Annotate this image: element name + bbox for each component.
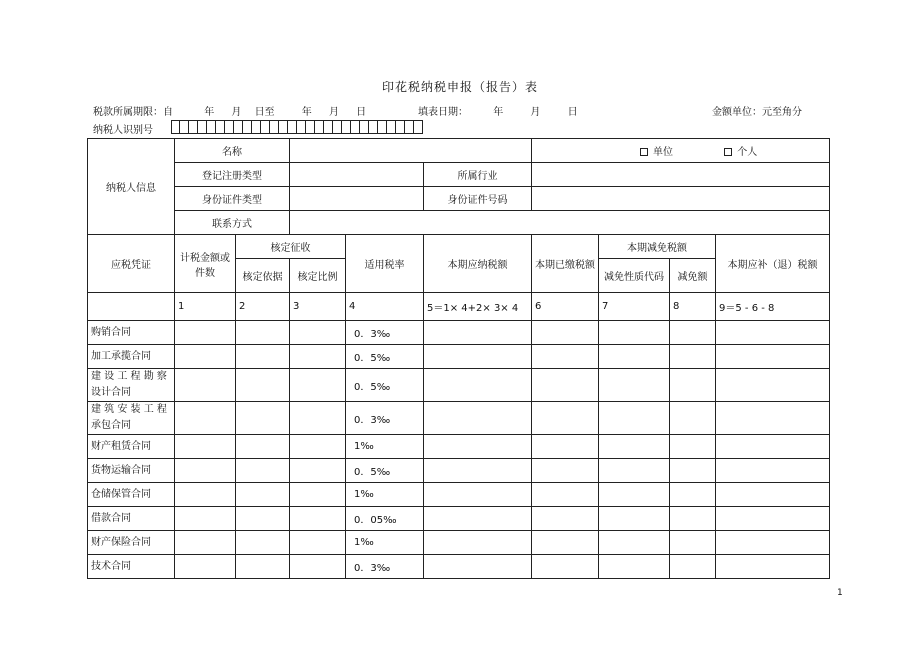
input-cell[interactable]	[532, 321, 599, 345]
input-cell[interactable]	[236, 345, 290, 369]
input-cell[interactable]	[236, 483, 290, 507]
input-cell[interactable]	[424, 507, 532, 531]
taxpayer-id-digit-box[interactable]	[342, 120, 351, 134]
voucher-name: 财产保险合同	[88, 531, 175, 555]
input-cell[interactable]	[670, 555, 716, 579]
input-cell[interactable]	[599, 507, 670, 531]
voucher-name: 建 筑 安 装 工 程承包合同	[88, 402, 175, 435]
input-cell[interactable]	[599, 531, 670, 555]
fill-date	[418, 103, 578, 118]
tax-rate: 1‰	[346, 531, 424, 555]
input-cell[interactable]	[670, 435, 716, 459]
tax-rate: 1‰	[346, 435, 424, 459]
input-cell[interactable]	[236, 555, 290, 579]
taxpayer-id-digit-box[interactable]	[171, 120, 180, 134]
input-cell[interactable]	[532, 483, 599, 507]
taxpayer-type-options	[532, 139, 830, 163]
input-cell[interactable]	[599, 369, 670, 402]
input-cell[interactable]	[532, 507, 599, 531]
voucher-name: 购销合同	[88, 321, 175, 345]
input-cell[interactable]	[670, 321, 716, 345]
id-type-label: 身份证件类型	[175, 187, 290, 211]
column-number: 2	[236, 293, 290, 321]
tax-rate: 0．5‰	[346, 459, 424, 483]
stamp-tax-table	[87, 138, 830, 579]
input-cell[interactable]	[670, 369, 716, 402]
tax-rate: 0．5‰	[346, 369, 424, 402]
paid-header: 本期已缴税额	[532, 235, 599, 293]
id-number-field[interactable]	[532, 187, 830, 211]
input-cell[interactable]	[424, 459, 532, 483]
taxpayer-id-digit-box[interactable]	[252, 120, 261, 134]
taxpayer-id-digit-box[interactable]	[387, 120, 396, 134]
amount-header: 计税金额或件数	[175, 235, 236, 293]
column-number: 9＝5 - 6 - 8	[716, 293, 830, 321]
input-cell[interactable]	[599, 483, 670, 507]
column-number: 5＝1× 4+2× 3× 4	[424, 293, 532, 321]
taxpayer-id-digit-box[interactable]	[378, 120, 387, 134]
table-row	[88, 507, 830, 531]
table-row	[88, 435, 830, 459]
taxpayer-id-digit-box[interactable]	[297, 120, 306, 134]
fill-date-year: 年	[493, 107, 504, 118]
input-cell[interactable]	[532, 345, 599, 369]
refund-header: 本期应补（退）税额	[716, 235, 830, 293]
taxpayer-id-digit-box[interactable]	[315, 120, 324, 134]
tax-rate: 1‰	[346, 483, 424, 507]
input-cell[interactable]	[175, 435, 236, 459]
table-row	[88, 402, 830, 435]
input-cell[interactable]	[175, 555, 236, 579]
registration-type-label: 登记注册类型	[175, 163, 290, 187]
input-cell[interactable]	[290, 369, 346, 402]
taxpayer-id-boxes[interactable]	[171, 120, 423, 134]
payable-header: 本期应纳税额	[424, 235, 532, 293]
input-cell[interactable]	[599, 555, 670, 579]
tax-rate: 0．3‰	[346, 402, 424, 435]
column-number: 8	[670, 293, 716, 321]
input-cell[interactable]	[175, 369, 236, 402]
input-cell[interactable]	[290, 435, 346, 459]
table-row	[88, 459, 830, 483]
column-number-blank	[88, 293, 175, 321]
input-cell[interactable]	[716, 531, 830, 555]
taxpayer-id-digit-box[interactable]	[306, 120, 315, 134]
input-cell[interactable]	[290, 402, 346, 435]
input-cell[interactable]	[532, 531, 599, 555]
tax-rate: 0．05‰	[346, 507, 424, 531]
input-cell[interactable]	[532, 459, 599, 483]
input-cell[interactable]	[236, 402, 290, 435]
registration-type-field[interactable]	[290, 163, 424, 187]
input-cell[interactable]	[716, 483, 830, 507]
taxpayer-id-digit-box[interactable]	[279, 120, 288, 134]
taxpayer-id-digit-box[interactable]	[324, 120, 333, 134]
input-cell[interactable]	[424, 483, 532, 507]
input-cell[interactable]	[424, 369, 532, 402]
reduction-amount-header: 减免额	[670, 259, 716, 293]
input-cell[interactable]	[670, 483, 716, 507]
taxpayer-id-digit-box[interactable]	[234, 120, 243, 134]
period-year-from: 年	[204, 107, 215, 118]
input-cell[interactable]	[290, 483, 346, 507]
column-number: 1	[175, 293, 236, 321]
id-number-label: 身份证件号码	[424, 187, 532, 211]
input-cell[interactable]	[599, 345, 670, 369]
person-checkbox[interactable]: 个人	[724, 147, 757, 158]
input-cell[interactable]	[236, 321, 290, 345]
input-cell[interactable]	[290, 555, 346, 579]
input-cell[interactable]	[670, 507, 716, 531]
taxpayer-id-digit-box[interactable]	[270, 120, 279, 134]
input-cell[interactable]	[716, 507, 830, 531]
verified-header: 核定征收	[236, 235, 346, 259]
input-cell[interactable]	[175, 345, 236, 369]
input-cell[interactable]	[290, 531, 346, 555]
input-cell[interactable]	[236, 507, 290, 531]
taxpayer-id-label: 纳税人识别号	[93, 125, 153, 136]
column-number: 6	[532, 293, 599, 321]
period-year-to: 年	[301, 107, 312, 118]
taxpayer-id-digit-box[interactable]	[189, 120, 198, 134]
input-cell[interactable]	[532, 435, 599, 459]
input-cell[interactable]	[175, 531, 236, 555]
table-row	[88, 531, 830, 555]
input-cell[interactable]	[599, 435, 670, 459]
input-cell[interactable]	[424, 531, 532, 555]
input-cell[interactable]	[424, 435, 532, 459]
industry-field[interactable]	[532, 163, 830, 187]
input-cell[interactable]	[175, 459, 236, 483]
taxpayer-info-section: 纳税人信息	[88, 139, 175, 235]
reduction-code-header: 减免性质代码	[599, 259, 670, 293]
taxpayer-id-digit-box[interactable]	[207, 120, 216, 134]
fill-date-month: 月	[530, 107, 541, 118]
input-cell[interactable]	[716, 555, 830, 579]
input-cell[interactable]	[424, 321, 532, 345]
id-type-field[interactable]	[290, 187, 424, 211]
tax-period-label: 税款所属期限：自	[93, 107, 173, 118]
voucher-name: 货物运输合同	[88, 459, 175, 483]
input-cell[interactable]	[599, 402, 670, 435]
input-cell[interactable]	[424, 402, 532, 435]
input-cell[interactable]	[532, 402, 599, 435]
contact-label: 联系方式	[175, 211, 290, 235]
input-cell[interactable]	[424, 345, 532, 369]
ratio-header: 核定比例	[290, 259, 346, 293]
input-cell[interactable]	[175, 507, 236, 531]
tax-rate: 0．3‰	[346, 321, 424, 345]
input-cell[interactable]	[175, 321, 236, 345]
table-row	[88, 369, 830, 402]
taxpayer-id-digit-box[interactable]	[405, 120, 414, 134]
taxpayer-id-digit-box[interactable]	[414, 120, 423, 134]
input-cell[interactable]	[716, 459, 830, 483]
input-cell[interactable]	[716, 321, 830, 345]
period-day-to: 日至	[254, 107, 275, 118]
input-cell[interactable]	[599, 321, 670, 345]
reduction-header: 本期减免税额	[599, 235, 716, 259]
taxpayer-id-digit-box[interactable]	[198, 120, 207, 134]
input-cell[interactable]	[175, 483, 236, 507]
taxpayer-id-digit-box[interactable]	[243, 120, 252, 134]
amount-unit: 金额单位：元至角分	[712, 107, 802, 118]
input-cell[interactable]	[670, 345, 716, 369]
tax-rate: 0．3‰	[346, 555, 424, 579]
taxpayer-id-digit-box[interactable]	[288, 120, 297, 134]
voucher-name: 建 设 工 程 勘 察设计合同	[88, 369, 175, 402]
table-row	[88, 345, 830, 369]
voucher-name: 仓储保管合同	[88, 483, 175, 507]
fill-date-label: 填表日期：	[418, 107, 468, 118]
taxpayer-id-digit-box[interactable]	[333, 120, 342, 134]
input-cell[interactable]	[424, 555, 532, 579]
tax-period	[93, 103, 366, 118]
taxpayer-id-digit-box[interactable]	[360, 120, 369, 134]
voucher-header: 应税凭证	[88, 235, 175, 293]
input-cell[interactable]	[236, 435, 290, 459]
voucher-name: 财产租赁合同	[88, 435, 175, 459]
voucher-name: 技术合同	[88, 555, 175, 579]
industry-label: 所属行业	[424, 163, 532, 187]
input-cell[interactable]	[716, 402, 830, 435]
input-cell[interactable]	[236, 369, 290, 402]
tax-rate: 0．5‰	[346, 345, 424, 369]
table-row	[88, 321, 830, 345]
basis-header: 核定依据	[236, 259, 290, 293]
taxpayer-id-digit-box[interactable]	[396, 120, 405, 134]
voucher-name: 加工承揽合同	[88, 345, 175, 369]
column-number: 4	[346, 293, 424, 321]
input-cell[interactable]	[236, 531, 290, 555]
input-cell[interactable]	[532, 369, 599, 402]
table-row	[88, 483, 830, 507]
taxpayer-id-digit-box[interactable]	[351, 120, 360, 134]
input-cell[interactable]	[670, 459, 716, 483]
taxpayer-id-digit-box[interactable]	[180, 120, 189, 134]
input-cell[interactable]	[716, 435, 830, 459]
period-day-end: 日	[356, 107, 367, 118]
input-cell[interactable]	[290, 345, 346, 369]
taxpayer-id-digit-box[interactable]	[369, 120, 378, 134]
input-cell[interactable]	[532, 555, 599, 579]
contact-field[interactable]	[290, 211, 830, 235]
taxpayer-id-digit-box[interactable]	[261, 120, 270, 134]
name-label: 名称	[175, 139, 290, 163]
input-cell[interactable]	[290, 321, 346, 345]
taxpayer-id-digit-box[interactable]	[225, 120, 234, 134]
input-cell[interactable]	[290, 459, 346, 483]
input-cell[interactable]	[670, 402, 716, 435]
input-cell[interactable]	[175, 402, 236, 435]
input-cell[interactable]	[716, 345, 830, 369]
name-field[interactable]	[290, 139, 532, 163]
table-row	[88, 555, 830, 579]
taxpayer-id-digit-box[interactable]	[216, 120, 225, 134]
fill-date-day: 日	[567, 107, 578, 118]
input-cell[interactable]	[670, 531, 716, 555]
voucher-name: 借款合同	[88, 507, 175, 531]
org-checkbox[interactable]: 单位	[640, 147, 673, 158]
input-cell[interactable]	[599, 459, 670, 483]
input-cell[interactable]	[716, 369, 830, 402]
column-number: 3	[290, 293, 346, 321]
form-title: 印花税纳税申报（报告）表	[381, 80, 538, 94]
rate-header: 适用税率	[346, 235, 424, 293]
page-number: 1	[837, 588, 843, 598]
period-month-to: 月	[328, 107, 339, 118]
period-month-from: 月	[231, 107, 242, 118]
column-number: 7	[599, 293, 670, 321]
input-cell[interactable]	[236, 459, 290, 483]
input-cell[interactable]	[290, 507, 346, 531]
column-number-row	[88, 293, 830, 321]
